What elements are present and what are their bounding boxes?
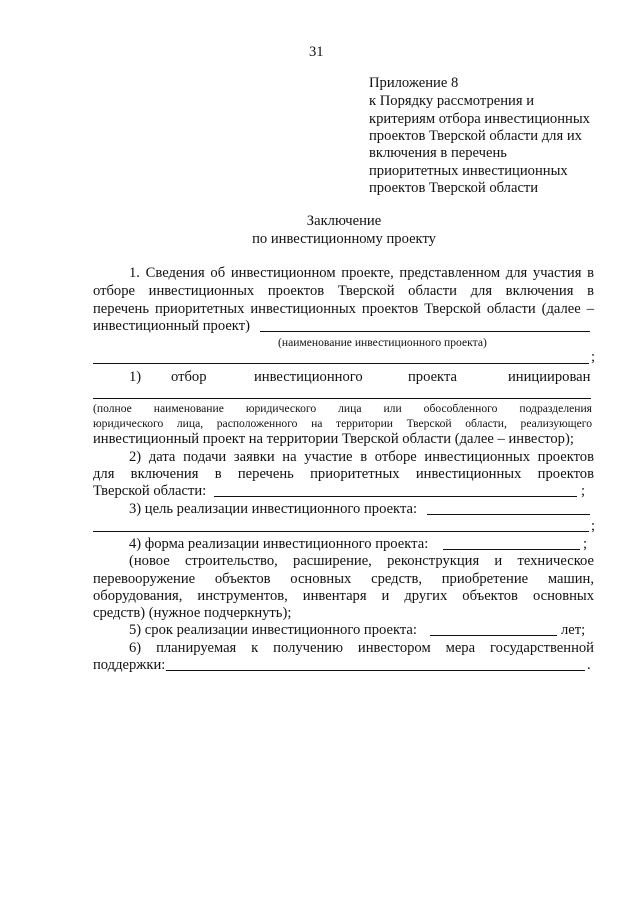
item4-note: (новое строительство, расширение, реконструкция и техническое [129, 553, 594, 569]
project-goal-field-line [427, 514, 590, 515]
item1-note: инвестиционный проект на территории Тверской области (далее – инвестор); [93, 431, 574, 447]
document-subtitle: по инвестиционному проекту [252, 231, 436, 247]
project-name-continuation-line [93, 363, 589, 364]
appendix-line: включения в перечень [369, 145, 507, 161]
item4-label: 4) форма реализации инвестиционного проекта: [129, 536, 429, 552]
item1-word: инвестиционного [254, 369, 363, 385]
project-name-caption: (наименование инвестиционного проекта) [278, 336, 487, 349]
section1-line: инвестиционный проект) [93, 318, 250, 334]
section1-line: отборе инвестиционных проектов Тверской области для включения в [93, 283, 594, 299]
project-form-field-line [443, 549, 580, 550]
item1-note: юридического лица, расположенного на территории Тверской области, реализующего [93, 417, 592, 430]
appendix-line: Приложение 8 [369, 75, 459, 91]
item5-unit: лет; [561, 622, 586, 638]
semicolon: ; [591, 518, 596, 534]
appendix-line: к Порядку рассмотрения и [369, 93, 535, 109]
project-term-field-line [430, 635, 557, 636]
appendix-line: критериям отбора инвестиционных [369, 111, 590, 127]
document-title: Заключение [306, 213, 382, 229]
appendix-line: проектов Тверской области [369, 180, 539, 196]
item6-line: 6) планируемая к получению инвестором мера государственной [129, 640, 594, 656]
item6-line: поддержки: [93, 657, 166, 673]
appendix-line: проектов Тверской области для их [369, 128, 582, 144]
support-measure-field-line [166, 670, 585, 671]
item1-word: отбор [171, 369, 207, 385]
item5-label: 5) срок реализации инвестиционного проекта: [129, 622, 417, 638]
project-goal-continuation-line [93, 531, 589, 532]
project-name-field-line [260, 331, 590, 332]
item1-word: инициирован [508, 369, 591, 385]
item2-line: Тверской области: [93, 483, 207, 499]
application-date-field-line [214, 496, 577, 497]
item3-label: 3) цель реализации инвестиционного проекта: [129, 501, 418, 517]
item1-note: (полное наименование юридического лица или обособленного подразделения [93, 402, 592, 415]
semicolon: ; [581, 483, 586, 499]
semicolon: ; [591, 349, 596, 365]
item4-note: оборудования, инструментов, инвентаря и других объектов основных [93, 588, 594, 604]
item2-line: 2) дата подачи заявки на участие в отборе инвестиционных проектов [129, 449, 594, 465]
item4-note: средств) (нужное подчеркнуть); [93, 605, 292, 621]
item1-word: проекта [408, 369, 457, 385]
item1-number: 1) [129, 369, 142, 385]
semicolon: ; [583, 536, 588, 552]
appendix-line: приоритетных инвестиционных [369, 163, 568, 179]
item2-line: для включения в перечень приоритетных инвестиционных проектов [93, 466, 594, 482]
page-number: 31 [309, 44, 324, 60]
item4-note: перевооружение объектов основных средств, приобретение машин, [93, 571, 594, 587]
section1-line: 1. Сведения об инвестиционном проекте, представленном для участия в [129, 265, 594, 281]
investor-name-field-line [93, 398, 591, 399]
section1-line: перечень приоритетных инвестиционных проектов Тверской области (далее – [93, 301, 594, 317]
period: . [587, 657, 591, 673]
